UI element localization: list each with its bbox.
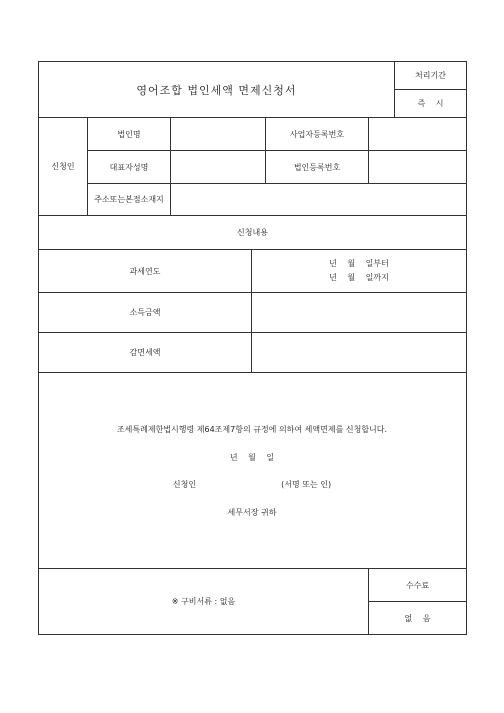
rep-name-field[interactable] bbox=[170, 150, 266, 184]
applicant-section-label: 신청인 bbox=[38, 117, 88, 216]
tax-year-from: 년 월 일부터 bbox=[329, 259, 389, 268]
exempt-field[interactable] bbox=[251, 332, 467, 373]
signature-field[interactable]: (서명 또는 인) bbox=[281, 480, 332, 489]
address-field[interactable] bbox=[170, 183, 467, 216]
biz-reg-no-field[interactable] bbox=[368, 117, 467, 151]
biz-reg-no-label: 사업자등록번호 bbox=[265, 117, 369, 151]
form-title: 영어조합 법인세액 면제신청서 bbox=[38, 61, 395, 118]
declaration-signature-line bbox=[38, 479, 466, 490]
fee-value: 없 음 bbox=[368, 601, 467, 635]
tax-year-to: 년 월 일까지 bbox=[329, 273, 389, 282]
declaration-statement: 조세특례제한법시행령 제64조제7항의 규정에 의하여 세액면제를 신청합니다. bbox=[116, 425, 388, 434]
declaration-block bbox=[38, 372, 467, 569]
content-header: 신청내용 bbox=[38, 215, 467, 250]
exempt-label: 감면세액 bbox=[38, 332, 252, 373]
tax-year-field[interactable] bbox=[251, 249, 467, 293]
address-label: 주소또는본점소재지 bbox=[87, 183, 171, 216]
corp-reg-no-label: 법인등록번호 bbox=[265, 150, 369, 184]
required-documents: ※ 구비서류 : 없음 bbox=[38, 568, 369, 635]
rep-name-label: 대표자성명 bbox=[87, 150, 171, 184]
declaration-date: 년 월 일 bbox=[229, 453, 275, 462]
corp-reg-no-field[interactable] bbox=[368, 150, 467, 184]
income-label: 소득금액 bbox=[38, 292, 252, 333]
processing-period-value: 즉 시 bbox=[394, 89, 467, 118]
corp-name-label: 법인명 bbox=[87, 117, 171, 151]
declaration-applicant-label: 신청인 bbox=[172, 480, 197, 489]
tax-year-label: 과세연도 bbox=[38, 249, 252, 293]
corp-name-field[interactable] bbox=[170, 117, 266, 151]
declaration-addressee: 세무서장 귀하 bbox=[227, 508, 277, 517]
processing-period-label: 처리기간 bbox=[394, 61, 467, 90]
fee-label: 수수료 bbox=[368, 568, 467, 602]
income-field[interactable] bbox=[251, 292, 467, 333]
